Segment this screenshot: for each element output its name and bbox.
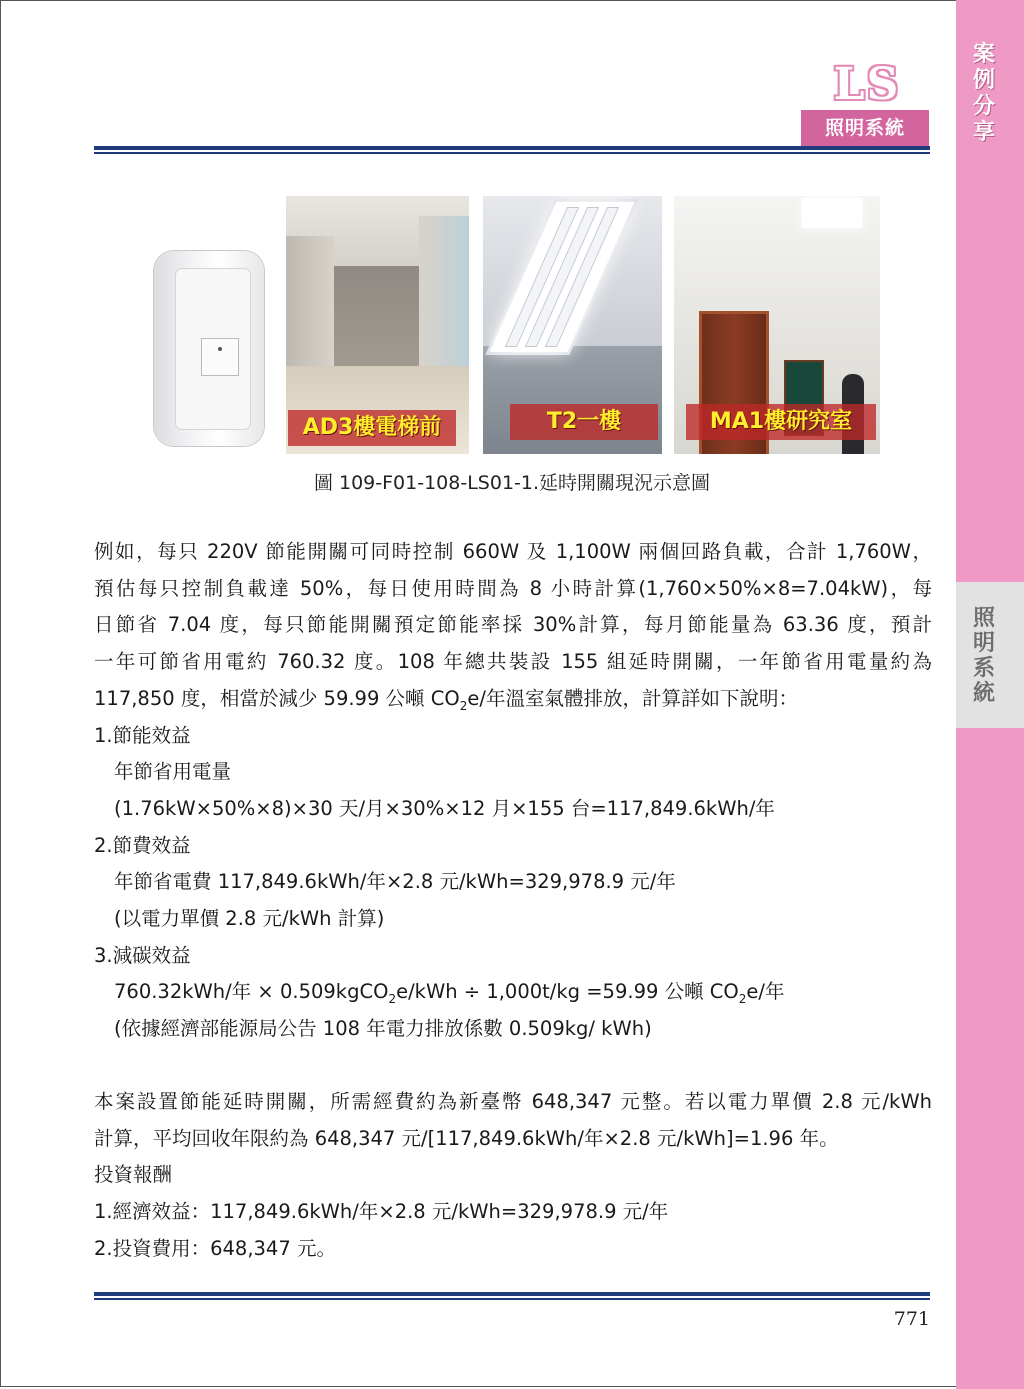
para1-line: 例如，每只 220V 節能開關可同時控制 660W 及 1,100W 兩個回路負載，合計 1,760W，	[94, 540, 932, 563]
side-tab-case-sharing	[956, 38, 1024, 158]
roi-title: 投資報酬	[94, 1163, 173, 1187]
photo-label-t2: T2一樓	[510, 404, 658, 440]
side-tab-lighting-system-label: 照明系統	[972, 606, 995, 706]
para1-line: 日節省 7.04 度，每只節能開關預定節能率採 30%計算，每月節能量為 63.36 度，預計	[94, 613, 932, 637]
item3-note: (依據經濟部能源局公告 108 年電力排放係數 0.509kg/ kWh)	[114, 1017, 652, 1041]
item2-line: 年節省電費 117,849.6kWh/年×2.8 元/kWh=329,978.9 元/年	[114, 870, 676, 894]
para1-last-line: 117,850 度，相當於減少 59.99 公噸 $CO_2e/$年溫室氣體排放，計算詳如下說明：	[94, 686, 798, 713]
item2-note: (以電力單價 2.8 元/kWh 計算)	[114, 907, 385, 931]
page-number: 771	[893, 1308, 930, 1330]
photo-label-ad3: AD3樓電梯前	[288, 410, 456, 446]
item3-formula: 760.32kWh/年 × 0.509kgCO$_2$e/kWh ÷ 1,000t/kg =59.99 公噸 $CO_2e/$年	[114, 980, 785, 1007]
item1-title: 1.節能效益	[94, 723, 191, 747]
side-tab-lighting-system	[956, 582, 1024, 728]
item1-formula: (1.76kW×50%×8)×30 天/月×30%×12 月×155 台=117,849.6kWh/年	[114, 796, 775, 820]
item1-line: 年節省用電量	[114, 760, 232, 784]
item2-title: 2.節費效益	[94, 833, 191, 857]
para1-line: 一年可節省用電約 760.32 度。108 年總共裝設 155 組延時開關，一年節省用電量約為	[94, 650, 932, 674]
switch-product-photo	[146, 245, 272, 451]
ls-logo: LS	[833, 59, 901, 110]
para1-line: 預估每只控制負載達 50%，每日使用時間為 8 小時計算(1,760×50%×8=7.04kW)，每	[94, 576, 932, 600]
para2-line: 計算，平均回收年限約為 648,347 元/[117,849.6kWh/年×2.8 元/kWh]=1.96 年。	[94, 1126, 839, 1150]
header-rule	[94, 146, 930, 154]
side-tab-case-sharing-label: 案例分享	[972, 42, 995, 145]
para2-line: 本案設置節能延時開關，所需經費約為新臺幣 648,347 元整。若以電力單價 2.8 元/kWh	[94, 1089, 932, 1113]
roi-item: 2.投資費用：648,347 元。	[94, 1236, 336, 1260]
figure-caption: 圖 109-F01-108-LS01-1.延時開關現況示意圖	[313, 472, 711, 494]
footer-rule	[94, 1292, 930, 1300]
body-text	[94, 534, 932, 1267]
photo-label-ma1: MA1樓研究室	[686, 404, 876, 440]
section-badge: 照明系統	[801, 110, 929, 146]
roi-item: 1.經濟效益：117,849.6kWh/年×2.8 元/kWh=329,978.9 元/年	[94, 1199, 669, 1223]
item3-title: 3.減碳效益	[94, 943, 191, 967]
